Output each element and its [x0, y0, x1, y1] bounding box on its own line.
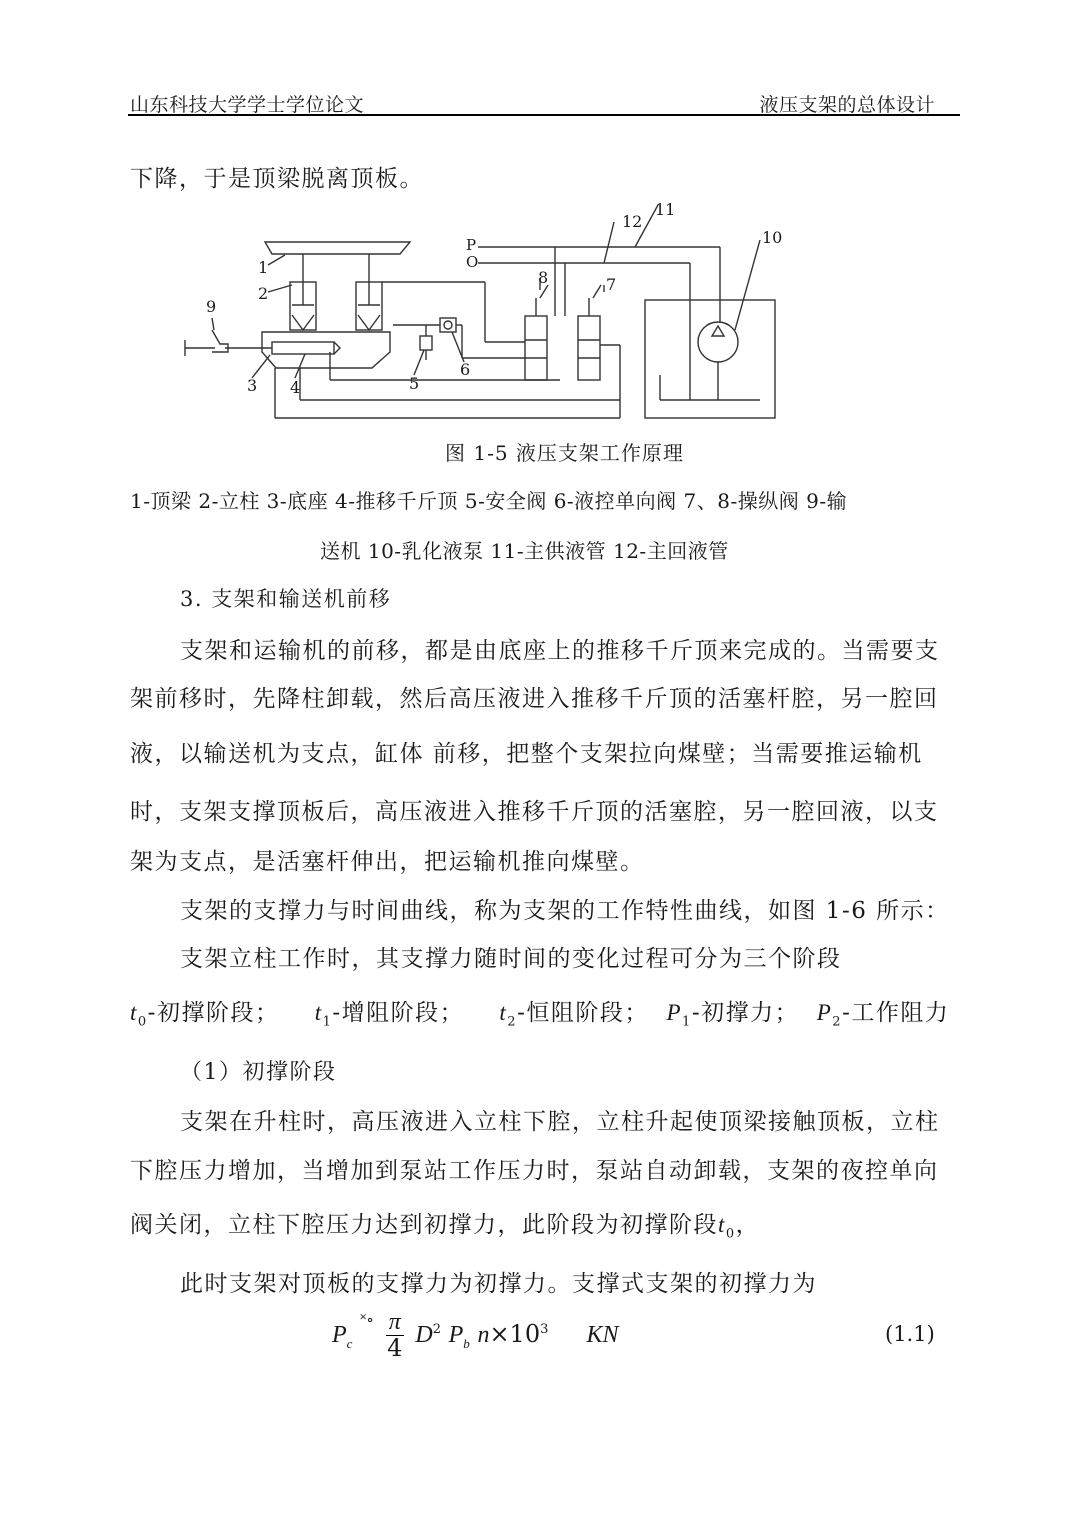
- p1-line-4: 时，支架支撑顶板后，高压液进入推移千斤顶的活塞腔，另一腔回液，以支: [130, 799, 939, 825]
- p4-line-3: [130, 1206, 760, 1242]
- legend-line-1: 1-顶梁 2-立柱 3-底座 4-推移千斤顶 5-安全阀 6-液控单向阀 7、8-操纵阀 9-输: [130, 489, 848, 513]
- header-left-title: 山东科技大学学士学位论文: [130, 94, 365, 116]
- eq-fraction: [386, 1310, 404, 1361]
- t0-desc: -初撑阶段；: [147, 1000, 280, 1026]
- p1-line-5: 架为支点，是活塞杆伸出，把运输机推向煤壁。: [130, 849, 645, 875]
- p3-line: 支架立柱工作时，其支撑力随时间的变化过程可分为三个阶段: [180, 946, 842, 972]
- label-9: 9: [206, 297, 217, 316]
- figure-caption: 图 1-5 液压支架工作原理: [445, 441, 684, 465]
- p4-line-1: 支架在升柱时，高压液进入立柱下腔，立柱升起使顶梁接触顶板，立柱: [180, 1109, 940, 1135]
- p2-line: 支架的支撑力与时间曲线，称为支架的工作特性曲线，如图 1-6 所示：: [180, 898, 950, 924]
- eq-frac-den: 4: [387, 1334, 403, 1363]
- hydraulic-support-diagram: [170, 195, 800, 425]
- t2-symbol: t: [499, 1000, 508, 1025]
- t2-sub: 2: [507, 1014, 518, 1030]
- label-3: 3: [247, 376, 258, 395]
- eq-unit: KN: [586, 1322, 619, 1349]
- p1-symbol: P: [666, 1000, 683, 1025]
- eq-lhs-sub: c: [346, 1335, 353, 1351]
- label-2: 2: [258, 284, 269, 303]
- section-3-heading: 3. 支架和输送机前移: [180, 587, 392, 611]
- header-right-title: 液压支架的总体设计: [759, 94, 935, 116]
- p2-sub: 2: [832, 1014, 843, 1030]
- t1-sub: 1: [322, 1014, 333, 1030]
- eq-d-symbol: D: [415, 1322, 433, 1349]
- label-7: 7: [606, 275, 617, 294]
- p1-line-1: 支架和运输机的前移，都是由底座上的推移千斤顶来完成的。当需要支: [180, 638, 940, 664]
- label-4: 4: [290, 378, 301, 397]
- p1-line-2: 架前移时，先降柱卸载，然后高压液进入推移千斤顶的活塞杆腔，另一腔回: [130, 686, 939, 712]
- t1-symbol: t: [314, 1000, 323, 1025]
- eq-times: ×10: [489, 1320, 541, 1349]
- top-beam-shape: [265, 242, 410, 254]
- eq-d-exp: 2: [432, 1322, 441, 1338]
- eq-exp: 3: [540, 1322, 549, 1338]
- p1-desc: -初撑力；: [691, 1000, 800, 1026]
- t1-desc: -增阻阶段；: [332, 1000, 465, 1026]
- stage-definitions: [130, 994, 949, 1030]
- p4-line-3-end: ，: [735, 1212, 761, 1238]
- label-p: P: [466, 236, 477, 254]
- subsection-1-heading: （1）初撑阶段: [180, 1060, 337, 1085]
- p5-line: 此时支架对顶板的支撑力为初撑力。支撑式支架的初撑力为: [180, 1271, 817, 1297]
- base-shape: [262, 332, 390, 368]
- p1-line-3: 液，以输送机为支点，缸体 前移，把整个支架拉向煤壁；当需要推运输机: [130, 741, 923, 767]
- label-6: 6: [460, 360, 471, 379]
- eq-lhs-symbol: P: [332, 1322, 347, 1349]
- label-10: 10: [762, 228, 783, 247]
- header-rule: [128, 114, 960, 116]
- eq-pb-sub: b: [463, 1335, 470, 1351]
- label-12: 12: [622, 212, 643, 231]
- label-1: 1: [258, 258, 269, 277]
- p2-symbol: P: [816, 1000, 833, 1025]
- eq-pb-symbol: P: [448, 1322, 464, 1349]
- inline-t0-symbol: t: [718, 1212, 726, 1237]
- p1-sub: 1: [682, 1014, 692, 1030]
- p4-line-2: 下腔压力增加，当增加到泵站工作压力时，泵站自动卸载，支架的夜控单向: [130, 1158, 939, 1184]
- eq-frac-num: π: [386, 1310, 404, 1336]
- eq-equals-glyph: ˟∘: [360, 1310, 375, 1329]
- p4-line-3-text: 阀关闭，立柱下腔压力达到初撑力，此阶段为初撑阶段: [130, 1212, 718, 1238]
- label-11: 11: [655, 200, 676, 219]
- label-8: 8: [538, 268, 549, 287]
- label-o: O: [466, 253, 479, 271]
- equation-1-1: [332, 1310, 619, 1361]
- t2-desc: -恒阻阶段；: [517, 1000, 649, 1026]
- eq-n-symbol: n: [477, 1322, 490, 1349]
- t0-symbol: t: [130, 1000, 138, 1025]
- t0-sub: 0: [137, 1014, 148, 1030]
- inline-t0-sub: 0: [725, 1226, 736, 1242]
- equation-number: (1.1): [885, 1322, 935, 1346]
- label-5: 5: [409, 374, 420, 393]
- p2-desc: -工作阻力: [842, 1000, 950, 1026]
- legend-line-2: 送机 10-乳化液泵 11-主供液管 12-主回液管: [320, 539, 729, 563]
- intro-line: 下降，于是顶梁脱离顶板。: [130, 166, 424, 192]
